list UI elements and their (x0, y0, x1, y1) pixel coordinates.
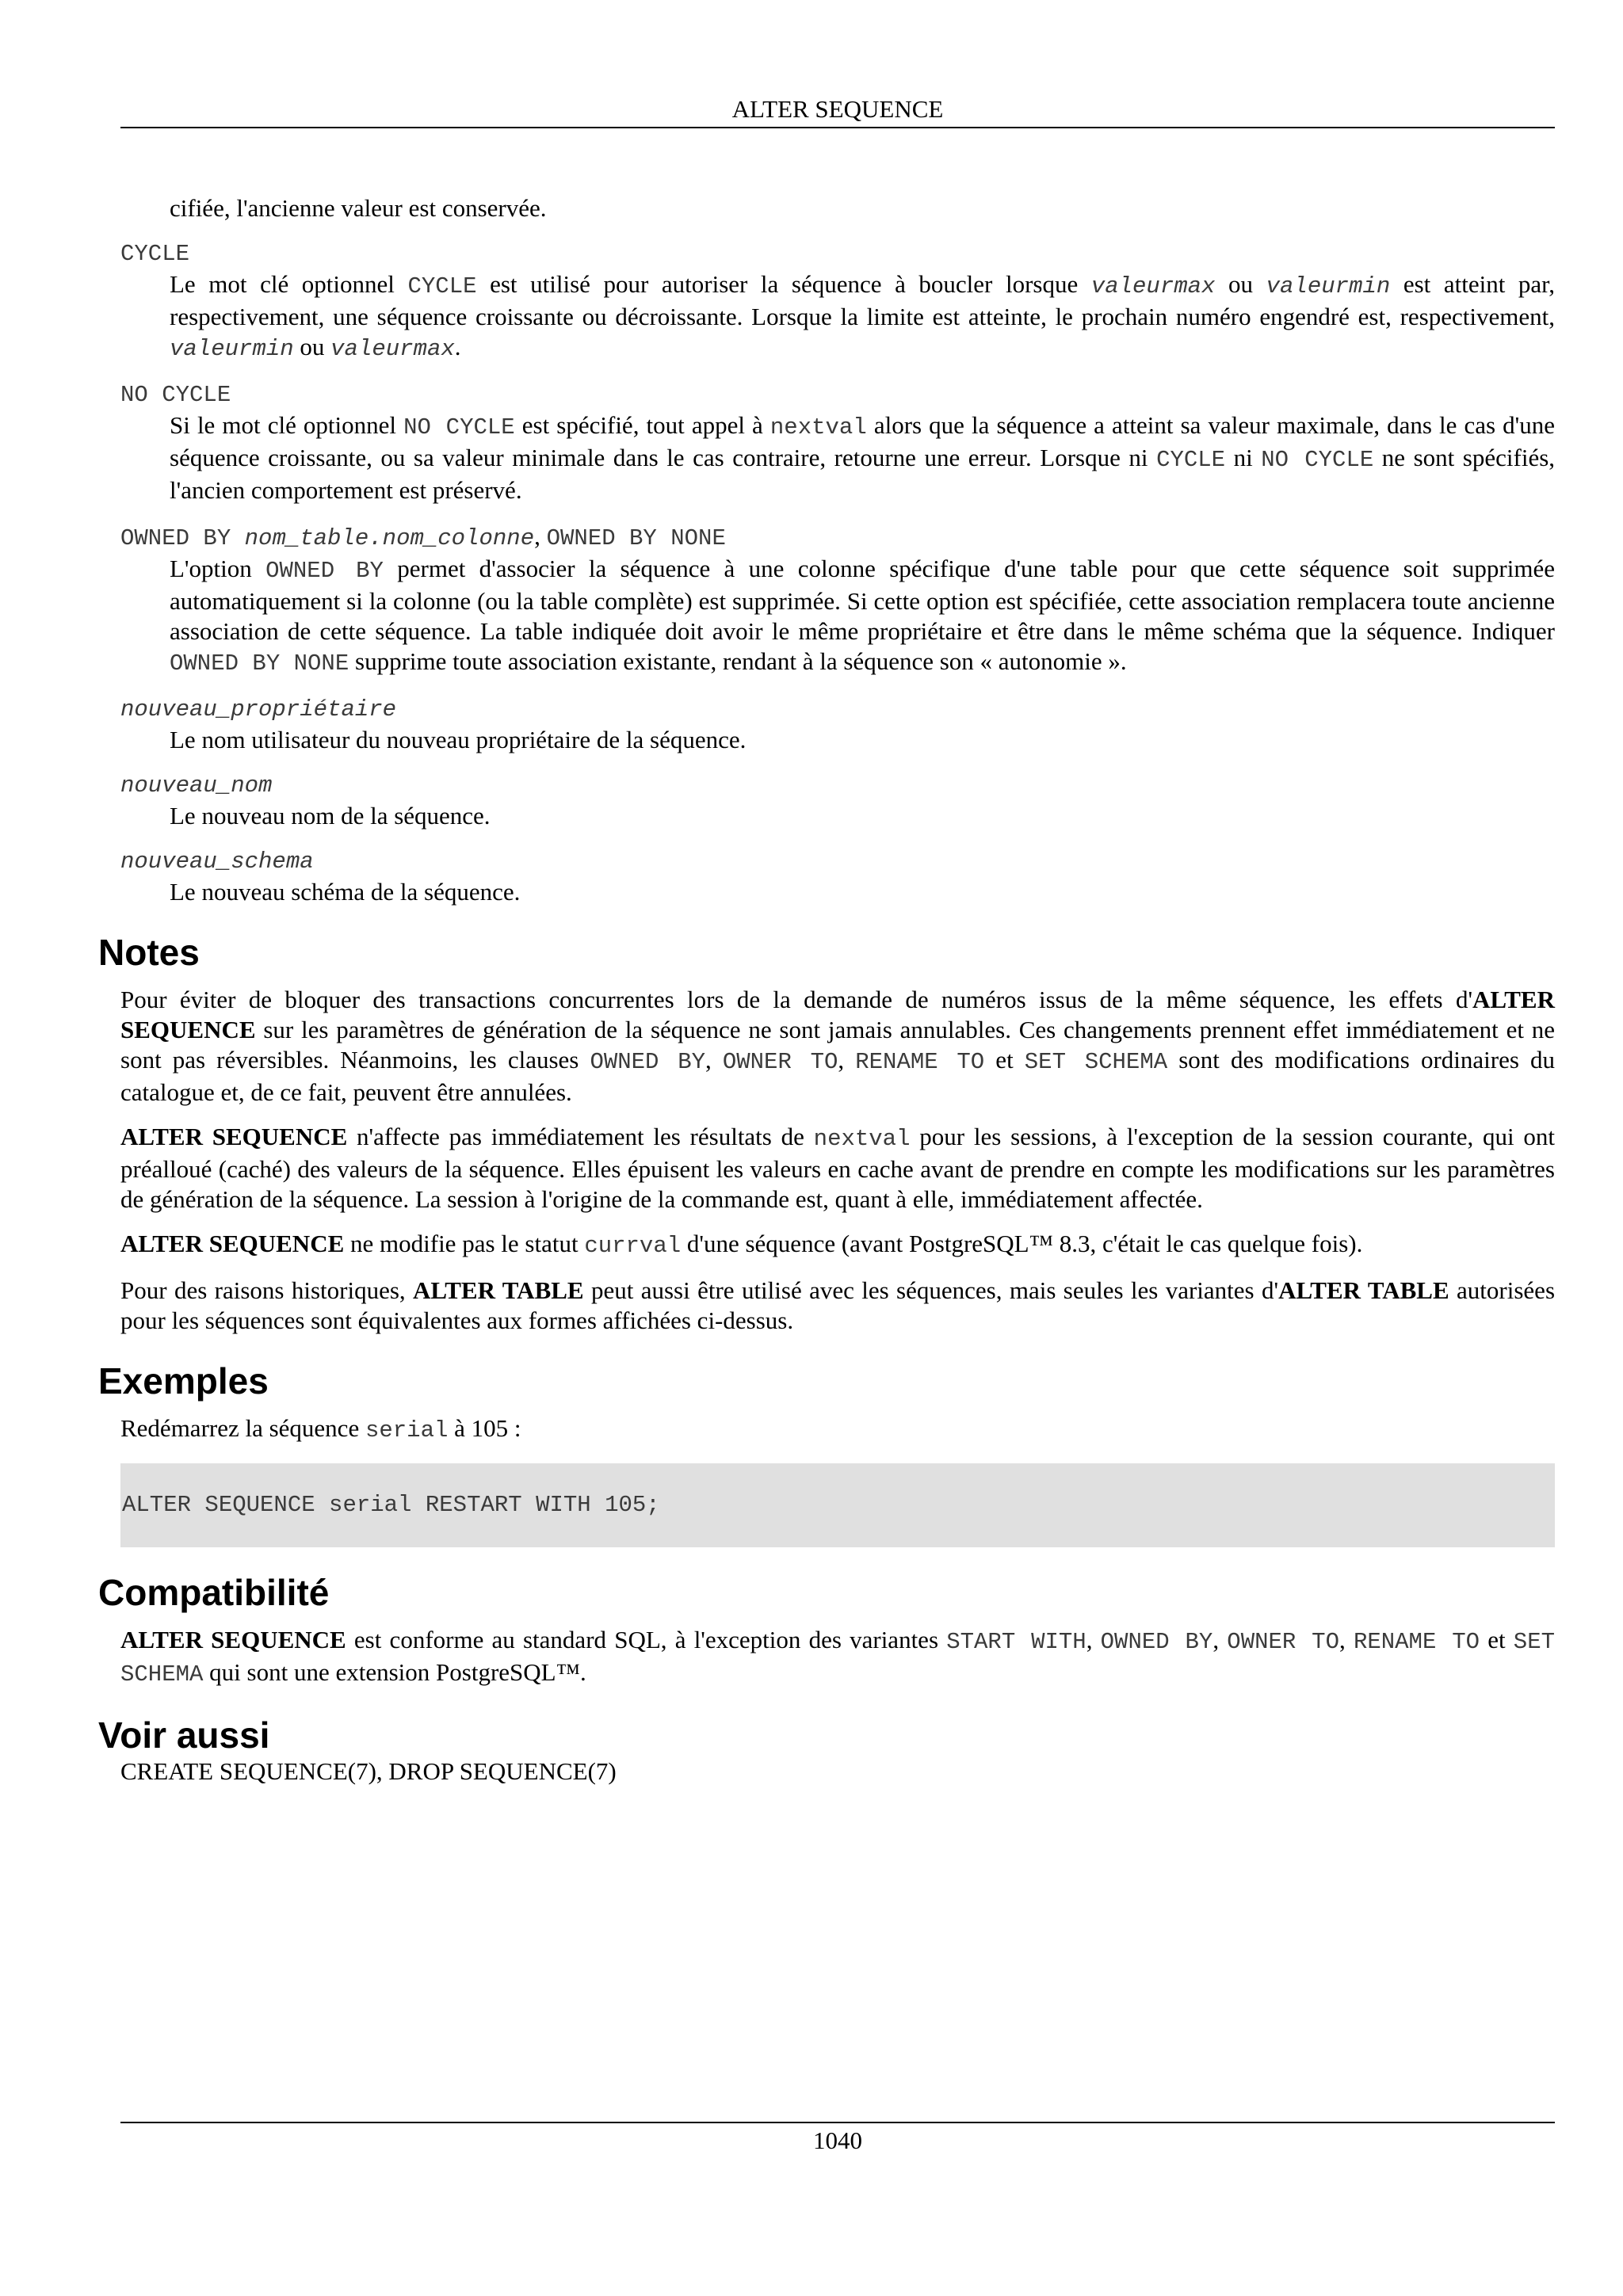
notes-paragraph-4 (120, 1276, 1555, 1336)
code-param: valeurmin (170, 336, 294, 362)
code: currval (584, 1233, 682, 1259)
param-cycle (120, 239, 1555, 364)
text: Le mot clé optionnel (170, 270, 408, 298)
code: NO CYCLE (1261, 447, 1374, 473)
continuation-text: cifiée, l'ancienne valeur est conservée. (170, 194, 547, 222)
command-name: ALTER SEQUENCE (120, 1230, 345, 1257)
text: est conforme au standard SQL, à l'exception des variantes (346, 1626, 947, 1653)
text: peut aussi être utilisé avec les séquences, mais seules les variantes d' (583, 1276, 1279, 1304)
code: NO CYCLE (403, 414, 515, 441)
running-header: ALTER SEQUENCE (731, 95, 944, 123)
param-term-nouveau-nom: nouveau_nom (120, 772, 273, 799)
param-term-no-cycle: NO CYCLE (120, 382, 231, 408)
text: ne modifie pas le statut (344, 1230, 585, 1257)
param-owned-by (120, 521, 1555, 679)
code: OWNED BY NONE (170, 650, 349, 677)
examples-section (120, 1413, 1555, 1547)
section-heading-compatibility: Compatibilité (98, 1572, 330, 1613)
code: OWNER TO (722, 1049, 838, 1075)
code-block (120, 1463, 1555, 1547)
text: Pour éviter de bloquer des transactions concurrentes lors de la demande de numéros issus de la même séquence, les effets d' (120, 986, 1473, 1013)
text: n'affecte pas immédiatement les résultats de (347, 1123, 814, 1150)
compatibility-paragraph (120, 1625, 1555, 1690)
code: OWNED BY (1100, 1629, 1213, 1655)
text: sur les paramètres de génération de la séquence ne sont jamais annulables. Ces changements prennent effet immédiatement et ne sont pas réversibles. Néanmoins, les clauses (120, 1016, 1555, 1074)
command-name: ALTER SEQUENCE (120, 1626, 346, 1653)
text: . (454, 333, 461, 360)
section-heading-see-also: Voir aussi (98, 1714, 270, 1756)
code: nextval (813, 1126, 911, 1152)
param-desc-no-cycle (170, 410, 1555, 505)
text: et (984, 1046, 1025, 1074)
code-param: valeurmax (1090, 273, 1216, 299)
param-desc-nouveau-nom: Le nouveau nom de la séquence. (170, 802, 491, 830)
see-also-links[interactable]: CREATE SEQUENCE(7), DROP SEQUENCE(7) (120, 1757, 617, 1785)
code: OWNED BY (590, 1049, 705, 1075)
text: permet d'associer la séquence à une colonne spécifique d'une table pour que cette séquence soit supprimée automatiquement si la colonne (ou la table complète) est supprimée. Si cette option est spécifiée, cette association remplacera toute ancienne association de cette séquence. La table indiquée doit avoir le même propriétaire et être dans le même schéma que la séquence. Indiquer (170, 555, 1555, 645)
param-desc-owned-by (170, 554, 1555, 679)
code: START WITH (946, 1629, 1086, 1655)
text: Pour des raisons historiques, (120, 1276, 414, 1304)
text: et (1480, 1626, 1514, 1653)
code: serial (365, 1417, 449, 1444)
param-term-owned-by (120, 521, 1555, 554)
code: OWNED BY (120, 525, 245, 551)
code: SET SCHEMA (1024, 1049, 1168, 1075)
section-heading-notes: Notes (98, 932, 200, 973)
text: pour les sessions, à l'exception de la session courante, qui ont préalloué (caché) des valeurs de la séquence. Elles épuisent les valeurs en cache avant de prendre en compte les modifications sur les paramètres de génération de la séquence. La session à l'origine de la commande est, quant à elle, immédiatement affectée. (120, 1123, 1555, 1213)
compatibility-section (120, 1625, 1555, 1690)
text: , (534, 522, 547, 550)
code: OWNER TO (1227, 1629, 1339, 1655)
footer-rule (120, 2122, 1555, 2123)
header-rule (120, 127, 1555, 128)
param-term-nouveau-schema: nouveau_schema (120, 849, 314, 875)
notes-paragraph-2 (120, 1122, 1555, 1215)
text: ou (1215, 270, 1266, 298)
text: ni (1225, 444, 1262, 471)
code: nextval (769, 414, 867, 441)
command-name: ALTER SEQUENCE (120, 986, 1555, 1043)
command-name: ALTER TABLE (1278, 1276, 1449, 1304)
text: , (1212, 1626, 1228, 1653)
param-desc-cycle (170, 269, 1555, 364)
param-nouveau-schema (120, 847, 1555, 907)
text: est spécifié, tout appel à (514, 411, 770, 439)
text: est atteint par, respectivement, une séquence croissante ou décroissante. Lorsque la limite est atteinte, le prochain numéro engendré est, respectivement, (170, 270, 1556, 330)
text: autorisées pour les séquences sont équivalentes aux formes affichées ci-dessus. (120, 1276, 1556, 1334)
text: , (1086, 1626, 1101, 1653)
code: RENAME TO (1353, 1629, 1480, 1655)
code-param: valeurmin (1266, 273, 1391, 299)
text: est utilisé pour autoriser la séquence à boucler lorsque (476, 270, 1091, 298)
text: , (838, 1046, 856, 1074)
text: , (1338, 1626, 1354, 1653)
param-no-cycle (120, 380, 1555, 505)
text: sont des modifications ordinaires du catalogue et, de ce fait, peuvent être annulées. (120, 1046, 1555, 1106)
text: , (705, 1046, 723, 1074)
param-term-nouveau-proprietaire: nouveau_propriétaire (120, 696, 397, 723)
section-heading-examples: Exemples (98, 1360, 269, 1402)
text: ou (293, 333, 331, 360)
text: supprime toute association existante, rendant à la séquence son « autonomie ». (349, 647, 1127, 675)
param-nouveau-proprietaire (120, 695, 1555, 755)
param-desc-nouveau-proprietaire: Le nom utilisateur du nouveau propriétaire de la séquence. (170, 726, 747, 753)
code-param: valeurmax (330, 336, 455, 362)
code: SET SCHEMA (120, 1629, 1556, 1688)
code-param: nom_table.nom_colonne (244, 525, 535, 551)
notes-paragraph-1 (120, 985, 1555, 1108)
text: Si le mot clé optionnel (170, 411, 404, 439)
param-term-cycle: CYCLE (120, 241, 190, 267)
text: ne sont spécifiés, l'ancien comportement est préservé. (170, 444, 1556, 504)
page-number: 1040 (813, 2126, 862, 2154)
text: L'option (170, 555, 266, 582)
param-nouveau-nom (120, 771, 1555, 831)
notes-section (120, 985, 1555, 1336)
code-line: ALTER SEQUENCE serial RESTART WITH 105; (122, 1492, 660, 1518)
text: à 105 : (448, 1414, 521, 1442)
code: OWNED BY NONE (546, 525, 726, 551)
text: alors que la séquence a atteint sa valeur maximale, dans le cas d'une séquence croissante, ou sa valeur minimale dans le cas contraire, retourne une erreur. Lorsque ni (170, 411, 1555, 471)
notes-paragraph-3 (120, 1229, 1555, 1261)
examples-intro (120, 1413, 1555, 1446)
command-name: ALTER TABLE (413, 1276, 584, 1304)
code: OWNED BY (265, 558, 384, 584)
text: d'une séquence (avant PostgreSQL™ 8.3, c'était le cas quelque fois). (681, 1230, 1363, 1257)
page-content (98, 193, 1556, 1787)
code: RENAME TO (855, 1049, 985, 1075)
text: qui sont une extension PostgreSQL™. (203, 1658, 586, 1686)
param-desc-nouveau-schema: Le nouveau schéma de la séquence. (170, 878, 521, 906)
text: Redémarrez la séquence (120, 1414, 365, 1442)
code: CYCLE (407, 273, 477, 299)
code: CYCLE (1156, 447, 1226, 473)
command-name: ALTER SEQUENCE (120, 1123, 348, 1150)
